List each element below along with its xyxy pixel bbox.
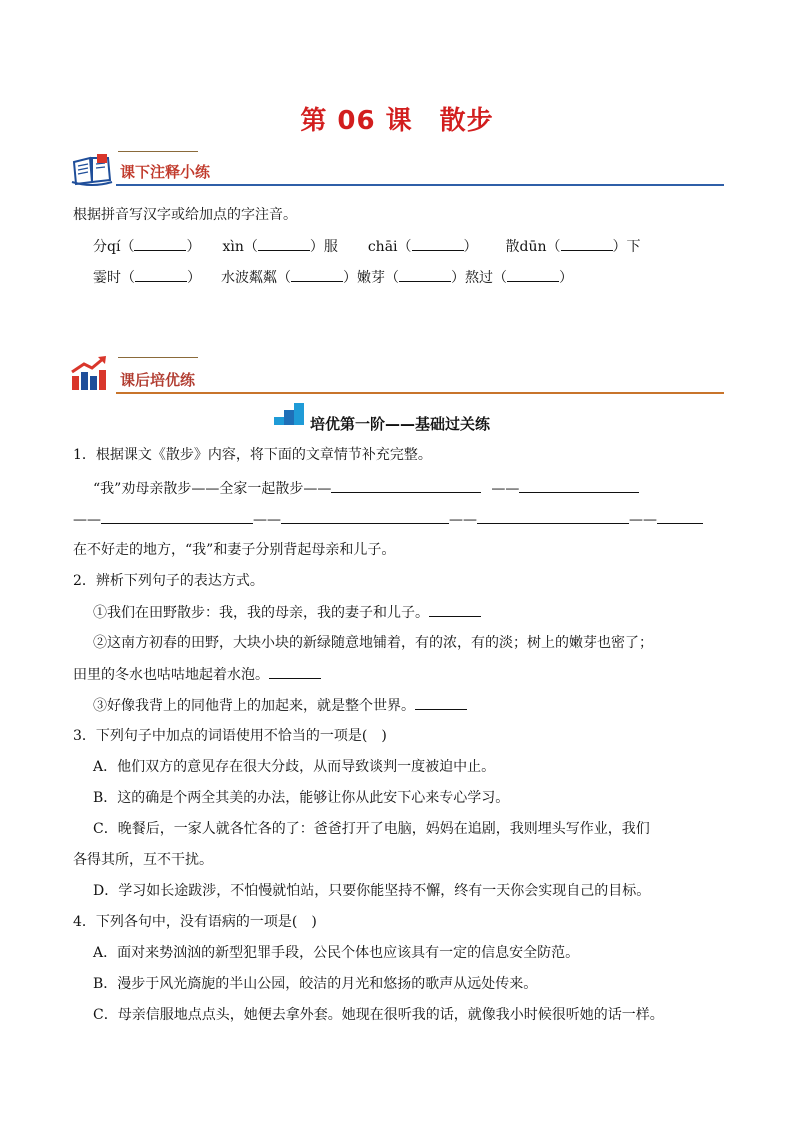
item-label: 分qí（ bbox=[93, 239, 135, 255]
q2-sentence-text: ③好像我背上的同他背上的加起来，就是整个世界。 bbox=[93, 698, 415, 714]
q4-option-b[interactable]: B．漫步于风光旖旎的半山公园，皎洁的月光和悠扬的歌声从远处传来。 bbox=[93, 976, 538, 992]
q2-sentence-1 bbox=[93, 602, 481, 623]
q3-option-c-line1[interactable]: C．晚餐后，一家人就各忙各的了：爸爸打开了电脑，妈妈在追剧，我则埋头写作业，我们 bbox=[93, 821, 650, 837]
q3-option-c-line2: 各得其所，互不干扰。 bbox=[73, 852, 213, 868]
answer-blank[interactable] bbox=[415, 695, 467, 710]
book-icon bbox=[70, 152, 114, 186]
q1-line-1 bbox=[93, 478, 639, 499]
section1-instruction: 根据拼音写汉字或给加点的字注音。 bbox=[73, 207, 297, 223]
q2-sentence-3 bbox=[93, 695, 467, 716]
answer-blank[interactable] bbox=[281, 509, 449, 524]
item-label: 嫩芽（ bbox=[357, 270, 399, 286]
answer-blank[interactable] bbox=[269, 664, 321, 679]
answer-blank[interactable] bbox=[507, 267, 559, 282]
answer-blank[interactable] bbox=[399, 267, 451, 282]
q2-sentence-2a: ②这南方初春的田野，大块小块的新绿随意地铺着，有的浓，有的淡；树上的嫩芽也密了； bbox=[93, 635, 653, 651]
q1-dash: —— bbox=[253, 512, 281, 528]
section2-header bbox=[70, 352, 724, 394]
q1-stem: 1．根据课文《散步》内容，将下面的文章情节补充完整。 bbox=[73, 447, 432, 463]
steps-icon bbox=[274, 403, 304, 425]
q1-line-2 bbox=[73, 509, 703, 530]
answer-blank[interactable] bbox=[258, 236, 310, 251]
q2-stem: 2．辨析下列句子的表达方式。 bbox=[73, 573, 264, 589]
item-label: ） bbox=[343, 270, 357, 286]
q4-option-c[interactable]: C．母亲信服地点点头，她便去拿外套。她现在很听我的话，就像我小时候很听她的话一样。 bbox=[93, 1007, 664, 1023]
q1-dash: —— bbox=[629, 512, 657, 528]
answer-blank[interactable] bbox=[291, 267, 343, 282]
q4-stem: 4．下列各句中，没有语病的一项是( ) bbox=[73, 914, 317, 930]
pinyin-row-2 bbox=[93, 267, 573, 288]
q1-line-3: 在不好走的地方，“我”和妻子分别背起母亲和儿子。 bbox=[73, 542, 396, 558]
sub-heading: 培优第一阶——基础过关练 bbox=[310, 415, 491, 433]
q4-option-a[interactable]: A．面对来势汹汹的新型犯罪手段，公民个体也应该具有一定的信息安全防范。 bbox=[93, 945, 580, 961]
item-label: xìn（ bbox=[222, 239, 258, 255]
q3-stem: 3．下列句子中加点的词语使用不恰当的一项是( ) bbox=[73, 728, 387, 744]
q3-option-a[interactable]: A．他们双方的意见存在很大分歧，从而导致谈判一度被迫中止。 bbox=[93, 759, 496, 775]
q1-dash: —— bbox=[491, 481, 520, 497]
item-label: 霎时（ bbox=[93, 270, 135, 286]
answer-blank[interactable] bbox=[101, 509, 253, 524]
item-label: ）服 bbox=[309, 239, 338, 255]
section2-heading: 课后培优练 bbox=[120, 371, 196, 389]
item-label: 熬过（ bbox=[465, 270, 507, 286]
item-label: 散dūn（ bbox=[505, 239, 561, 255]
item-label: ）下 bbox=[612, 239, 641, 255]
q1-text: “我”劝母亲散步——全家一起散步—— bbox=[93, 481, 332, 497]
answer-blank[interactable] bbox=[429, 602, 481, 617]
header-accent-line bbox=[118, 357, 198, 358]
item-label: ） bbox=[559, 270, 573, 286]
item-label: ） bbox=[463, 239, 478, 255]
answer-blank[interactable] bbox=[477, 509, 629, 524]
q3-option-d[interactable]: D．学习如长途跋涉，不怕慢就怕站，只要你能坚持不懈，终有一天你会实现自己的目标。 bbox=[93, 883, 651, 899]
bar-chart-icon bbox=[70, 354, 110, 392]
answer-blank[interactable] bbox=[657, 509, 703, 524]
section1-heading: 课下注释小练 bbox=[120, 163, 211, 181]
answer-blank[interactable] bbox=[561, 236, 613, 251]
section1-rule bbox=[116, 184, 724, 186]
page-title: 第 06 课 散步 bbox=[300, 106, 494, 136]
q2-sentence-text: 田里的冬水也咕咕地起着水泡。 bbox=[73, 667, 269, 683]
answer-blank[interactable] bbox=[519, 478, 639, 493]
section1-header bbox=[70, 148, 724, 188]
item-label: ） bbox=[186, 239, 201, 255]
pinyin-row-1 bbox=[93, 236, 641, 257]
answer-blank[interactable] bbox=[331, 478, 481, 493]
header-accent-line bbox=[118, 151, 198, 152]
answer-blank[interactable] bbox=[412, 236, 464, 251]
q1-dash: —— bbox=[73, 512, 101, 528]
item-label: ） bbox=[187, 270, 201, 286]
item-label: ） bbox=[451, 270, 465, 286]
answer-blank[interactable] bbox=[134, 236, 186, 251]
item-label: 水波粼粼（ bbox=[221, 270, 291, 286]
q1-dash: —— bbox=[449, 512, 477, 528]
answer-blank[interactable] bbox=[135, 267, 187, 282]
q2-sentence-text: ①我们在田野散步：我，我的母亲，我的妻子和儿子。 bbox=[93, 605, 429, 621]
q3-option-b[interactable]: B．这的确是个两全其美的办法，能够让你从此安下心来专心学习。 bbox=[93, 790, 510, 806]
section2-rule bbox=[116, 392, 724, 394]
q2-sentence-2b bbox=[73, 664, 321, 685]
item-label: chāi（ bbox=[367, 239, 412, 255]
